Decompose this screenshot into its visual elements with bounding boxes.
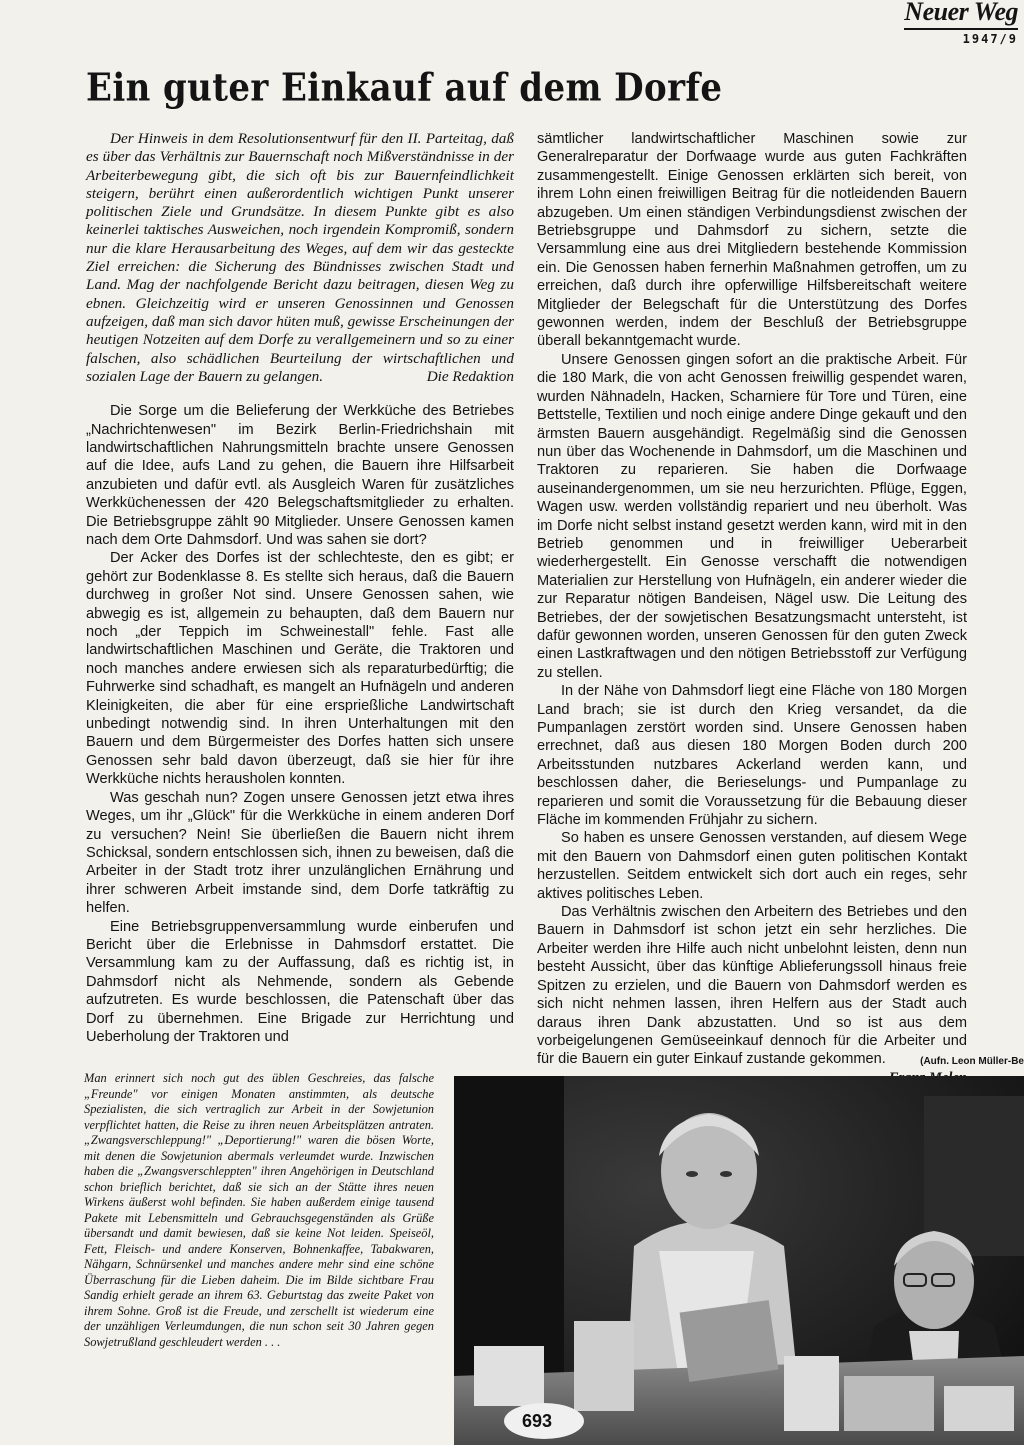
paragraph: Der Acker des Dorfes ist der schlechteste, den es gibt; er gehört zur Bodenklasse 8. Es stellte sich heraus, daß die Bauern durchweg in großer Not sind. Unsere Genossen sahen, wie abwegig es ist, allgemein zu behaupten, daß dem Bauern nur noch „der Teppich im Schweinestall" fehle. Fast alle landwirtschaftlichen Maschinen und Geräte, die Traktoren und noch manches andere erwiesen sich als reparaturbedürftig; die Fuhrwerke sind schadhaft, es mangelt an Hufnägeln und anderen Kleinigkeiten, die aber für eine ersprießliche Landwirtschaft unbedingt notwendig sind. In ihren Unterhaltungen mit den Bauern und dem Bürgermeister des Dorfes hatten sich unsere Genossen sehr bald davon überzeugt, daß sie hier für ihre Werkküche nichts herausholen konnten. <box>86 550 514 788</box>
paragraph: Was geschah nun? Zogen unsere Genossen jetzt etwa ihres Weges, um ihr „Glück" für die Werkküche in einem anderen Dorf zu versuchen? Nein! Sie überließen die Bauern nicht ihrem Schicksal, sondern entschlossen sich, ihnen zu beweisen, daß die Arbeiter in der Stadt trotz ihrer unzulänglichen Ernährung und ihrer schweren Arbeit imstande sind, dem Dorfe tatkräftig zu helfen. <box>86 789 514 917</box>
masthead <box>904 0 1018 46</box>
paragraph: In der Nähe von Dahmsdorf liegt eine Fläche von 180 Morgen Land brach; sie ist durch den Krieg versandet, da die Pumpanlagen zerstört worden sind. Unsere Genossen haben errechnet, daß aus diesen 180 Morgen Boden durch 200 Arbeitsstunden nutzbares Ackerland werden kann, und beschlossen daher, die Berieselungs- und Pumpanlage zu reparieren und somit die Voraussetzung für die Bebauung dieser Fläche im kommenden Frühjahr zu sichern. <box>537 683 967 829</box>
paragraph: Eine Betriebsgruppenversammlung wurde einberufen und Bericht über die Erlebnisse in Dahmsdorf erstattet. Die Versammlung kam zu der Auffassung, daß es richtig ist, in Dahmsdorf nicht als Nehmende, sondern als Gebende aufzutreten. Es wurde beschlossen, die Patenschaft über das Dorf zu übernehmen. Eine Brigade zur Herrichtung und Ueberholung der Traktoren und <box>86 918 514 1045</box>
photo-credit: (Aufn. Leon Müller-Be <box>920 1056 1024 1067</box>
photo-package-label: 693 <box>522 1411 553 1431</box>
paragraph-final-text: Das Verhältnis zwischen den Arbeitern des Betriebes und den Bauern in Dahmsdorf ist schon jetzt ein sehr herzliches. Die Arbeiter werden ihre Hilfe auch nicht unbelohnt leisten, denn nun besteht Aussicht, über das künftige Ablieferungssoll hinaus freie Spitzen zu erzielen, und die Bauern von Dahmsdorf werden es sich nicht nehmen lassen, ihren Helfern aus der Stadt auch daraus ihren Dank abzustatten. Und so ist aus dem vorbeigelungenen Gemüseeinkauf dennoch für die Arbeiter und für die Bauern ein guter Einkauf zustande gekommen. <box>537 904 967 1068</box>
article-column-right <box>537 130 967 1087</box>
photo-illustration <box>454 1076 1024 1445</box>
photo-caption: Man erinnert sich noch gut des üblen Geschreies, das falsche „Freunde" vor einigen Monaten anstimmten, als deutsche Spezialisten, die sich vertraglich zur Arbeit in der Sowjetunion verpflichtet hatten, die Reise zu ihren neuen Arbeitsplätzen antraten. „Zwangsverschleppung!" „Deportierung!" waren die bösen Worte, mit denen die Sowjetunion abermals verleumdet wurde. Inzwischen haben die „Zwangsverschleppten" ihren Angehörigen in Deutschland schon brieflich berichtet, daß sie sich an der Stätte ihres neuen Wirkens äußerst wohl befinden. Sie haben außerdem einige tausend Pakete mit Lebensmitteln und Gebrauchsgegenständen als Grüße übersandt und damit bewiesen, daß sie keine Not leiden. Speiseöl, Fett, Fleisch- und andere Konserven, Bohnenkaffee, Tabakwaren, Nähgarn, Schnürsenkel und manches andere mehr sind eine schöne Überraschung für die Lieben daheim. Die im Bilde sichtbare Frau Sandig erhielt gerade an ihrem 63. Geburtstag das zweite Paket von ihrem Sohne. Groß ist die Freude, und zerschellt ist wiederum eine der unzähligen Verleumdungen, die nun schon seit 30 Jahren gegen Sowjetrußland geschleudert werden . . . <box>84 1071 434 1349</box>
editorial-intro <box>86 130 514 386</box>
intro-text: Der Hinweis in dem Resolutionsentwurf für den II. Parteitag, daß es über das Verhältnis zur Bauernschaft noch Mißverständnisse in der Arbeiterbewegung gibt, die sich oft bis zur Bauernfeindlichkeit steigern, berührt einen außerordentlich wichtigen Punkt unserer politischen Ziele und Grundsätze. In diesem Punkte gibt es also keinerlei taktisches Ausweichen, noch irgendein Kompromiß, sondern nur die klare Herausarbeitung des Weges, auf dem wir das gesteckte Ziel erreichen: die Sicherung des Bündnisses zwischen Stadt und Land. Mag der nachfolgende Bericht dazu beitragen, diesen Weg zu ebnen. Gleichzeitig wird er unseren Genossinnen und Genossen aufzeigen, daß man sich davor hüten muß, gewisse Erscheinungen der heutigen Notzeiten auf dem Dorfe zu verallgemeinern und so zu einer falschen, also schädlichen Beurteilung der wirtschaftlichen und sozialen Lage der Bauern zu gelangen. <box>86 130 514 385</box>
article-headline: Ein guter Einkauf auf dem Dorfe <box>86 66 723 111</box>
article-column-left <box>86 130 514 1046</box>
masthead-logo: Neuer Weg <box>904 0 1018 26</box>
paragraph-final <box>537 903 967 1069</box>
paragraph: Unsere Genossen gingen sofort an die praktische Arbeit. Für die 180 Mark, die von acht Genossen freiwillig gespendet waren, wurden Nähnadeln, Hacken, Scharniere für Tore und Türen, eine Bettstelle, Textilien und noch einige andere Dinge gekauft und den ärmsten Bauern ausgehändigt. Regelmäßig sind die Genossen nun über das Wochenende in Dahmsdorf, um die Maschinen und Traktoren zu reparieren. Sie haben die Dorfwaage auseinandergenommen, um sie neu herzurichten. Pflüge, Eggen, Wagen usw. werden vollständig repariert und neu überholt. Was im Dorfe nicht selbst instand gesetzt werden kann, wird mit in den Betrieb genommen und in freiwilliger Ueberarbeit wiederhergestellt. Ein Genosse verschafft die notwendigen Materialien zur Herstellung von Hufnägeln, ein anderer wieder die zur Reparatur nötigen Bandeisen, Nägel usw. Die Leitung des Betriebes, der der sowjetischen Besatzungsmacht untersteht, ist dafür gewonnen worden, unseren Genossen für den guten Zweck einen Lastkraftwagen und den nötigen Betriebsstoff zur Verfügung zu stellen. <box>537 351 967 681</box>
news-photo <box>454 1076 1024 1445</box>
paragraph: So haben es unsere Genossen verstanden, auf diesem Wege mit den Bauern von Dahmsdorf einen guten politischen Kontakt herzustellen. Seitdem entwickelt sich dort auch ein reges, sehr aktives politisches Leben. <box>537 830 967 902</box>
paragraph: sämtlicher landwirtschaftlicher Maschinen sowie zur Generalreparatur der Dorfwaage wurde aus guten Fachkräften zusammengestellt. Einige Genossen erklärten sich bereit, von ihrem Lohn einen freiwilligen Beitrag für die notleidenden Bauern abzugeben. Um einen ständigen Verbindungsdienst zwischen der Betriebsgruppe und Dahmsdorf zu sichern, setzte die Versammlung eine aus drei Mitgliedern bestehende Kommission ein. Die Genossen haben fernerhin Maßnahmen getroffen, um zu erreichen, daß durch ihre opferwillige Hilfsbereitschaft weitere Mitglieder der Belegschaft für die Unterstützung des Dorfes gewonnen werden, indem der Beschluß der Betriebsgruppe überall bekanntgemacht wurde. <box>537 131 967 350</box>
paragraph: Die Sorge um die Belieferung der Werkküche des Betriebes „Nachrichtenwesen" im Bezirk Berlin-Friedrichshain mit landwirtschaftlichen Nahrungsmitteln brachte unsere Genossen auf die Idee, aufs Land zu gehen, die Bauern ihre Hilfsarbeit anzubieten und dafür evtl. als Ausgleich Waren für zusätzliches Werkküchenessen der 420 Belegschaftsmitglieder zu erhalten. Die Betriebsgruppe zählt 90 Mitglieder. Unsere Genossen kamen nach dem Orte Dahmsdorf. Und was sahen sie dort? <box>86 403 514 548</box>
issue-number: 1947/9 <box>904 28 1018 46</box>
intro-signature: Die Redaktion <box>426 367 514 385</box>
